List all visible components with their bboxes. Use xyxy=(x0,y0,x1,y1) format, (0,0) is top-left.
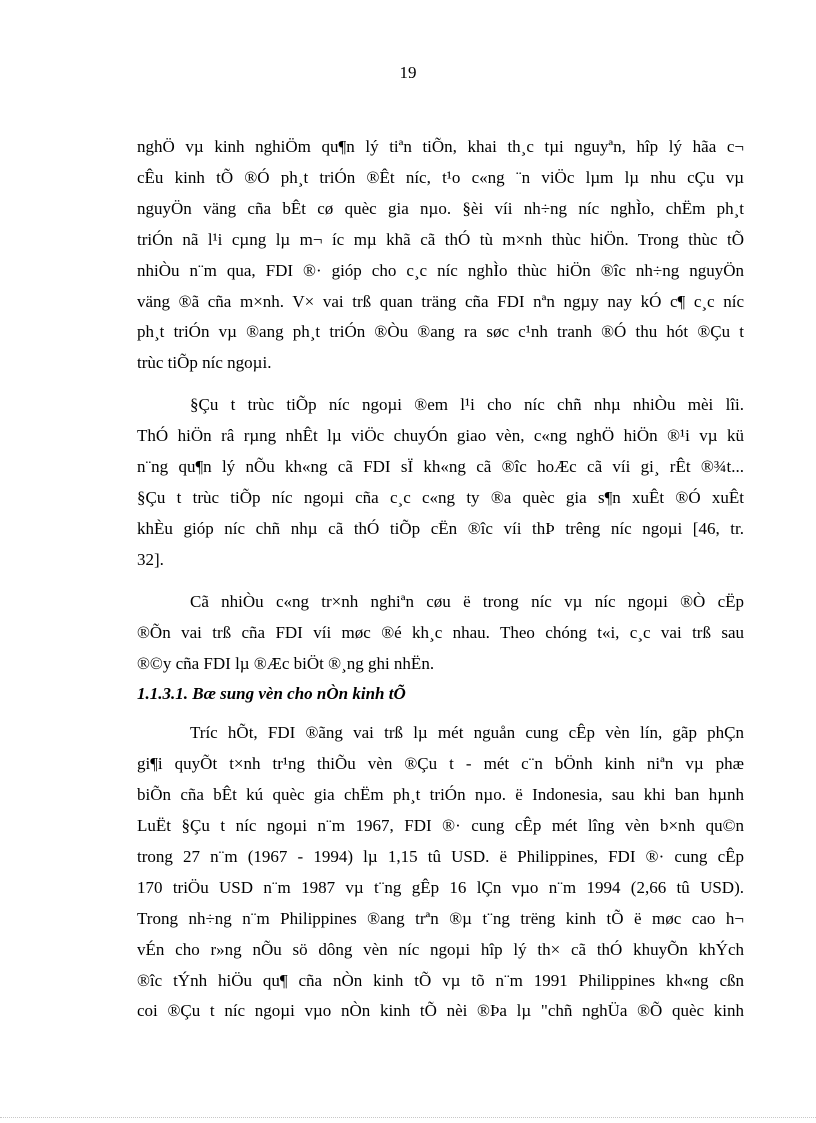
text-line: khÈu gióp níc chñ nhµ cã thÓ tiÕp cËn ®îc víi thÞ trêng níc ngoµi [46, tr. xyxy=(137,518,744,538)
page-bottom-border xyxy=(0,1117,816,1118)
paragraph-2 xyxy=(137,390,744,575)
text-line: ®©y cña FDI lµ ®Æc biÖt ®¸ng ghi nhËn. xyxy=(137,653,435,673)
text-line: nguyÖn väng cña bÊt cø quèc gia nµo. §èi víi nh÷ng níc nghÌo, chËm ph¸t xyxy=(137,198,744,218)
text-line: ThÓ hiÖn râ rµng nhÊt lµ viÖc chuyÓn giao vèn, c«ng nghÖ hiÖn ®¹i vµ kü xyxy=(137,426,744,446)
text-line: 32]. xyxy=(137,549,164,569)
page-number: 19 xyxy=(399,63,417,82)
text-line: LuËt §Çu t níc ngoµi n¨m 1967, FDI ®· cung cÊp mét lîng vèn b×nh qu©n xyxy=(137,816,744,836)
text-line: ®îc tÝnh hiÖu qu¶ cña nÒn kinh tÕ vµ tõ n¨m 1991 Philippines kh«ng cßn xyxy=(137,970,744,990)
text-line: nhiÒu n¨m qua, FDI ®· gióp cho c¸c níc nghÌo thùc hiÖn ®îc nh÷ng nguyÖn xyxy=(137,260,744,280)
text-line: väng ®ã cña m×nh. V× vai trß quan träng cña FDI nªn ngµy nay kÓ c¶ c¸c níc xyxy=(137,291,744,311)
text-line: ®Õn vai trß cña FDI víi møc ®é kh¸c nhau. Theo chóng t«i, c¸c vai trß sau xyxy=(137,622,744,642)
text-line: coi ®Çu t níc ngoµi vµo nÒn kinh tÕ nèi ®Þa lµ "chñ nghÜa ®Õ quèc kinh xyxy=(137,1001,744,1021)
paragraph-3 xyxy=(137,587,744,680)
text-line: trùc tiÕp níc ngoµi. xyxy=(137,353,272,373)
text-line: nghÖ vµ kinh nghiÖm qu¶n lý tiªn tiÕn, khai th¸c tµi nguyªn, hîp lý hãa c¬ xyxy=(137,137,744,156)
text-line: Cã nhiÒu c«ng tr×nh nghiªn cøu ë trong níc vµ níc ngoµi ®Ò cËp xyxy=(190,591,744,611)
text-line: Tríc hÕt, FDI ®ãng vai trß lµ mét nguån cung cÊp vèn lín, gãp phÇn xyxy=(190,723,744,743)
text-line: Trong nh÷ng n¨m Philippines ®ang trªn ®µ t¨ng trëng kinh tÕ ë møc cao h¬ xyxy=(137,908,744,928)
document-body xyxy=(137,132,744,1027)
section-heading: 1.1.3.1. Bæ sung vèn cho nÒn kinh tÕ xyxy=(137,684,406,704)
text-line: n¨ng qu¶n lý nÕu kh«ng cã FDI sÏ kh«ng cã ®îc hoÆc cã víi gi¸ rÊt ®¾t... xyxy=(137,457,744,477)
text-line: §Çu t trùc tiÕp níc ngoµi ®em l¹i cho níc chñ nhµ nhiÒu mèi lîi. xyxy=(190,395,744,415)
text-line: 170 triÖu USD n¨m 1987 vµ t¨ng gÊp 16 lÇn vµo n¨m 1994 (2,66 tû USD). xyxy=(137,877,744,897)
text-line: ph¸t triÓn vµ ®ang ph¸t triÓn ®Òu ®ang ra søc c¹nh tranh ®Ó thu hót ®Çu t xyxy=(137,322,744,342)
text-line: gi¶i quyÕt t×nh tr¹ng thiÕu vèn ®Çu t - mét c¨n bÖnh kinh niªn vµ phæ xyxy=(137,754,744,774)
text-line: vÉn cho r»ng nÕu sö dông vèn níc ngoµi hîp lý th× cã thÓ khuyÕn khÝch xyxy=(137,939,744,959)
text-line: triÓn nã l¹i cµng lµ m¬ íc mµ khã cã thÓ tù m×nh thùc hiÖn. Trong thùc tÕ xyxy=(137,229,744,249)
text-line: §Çu t trùc tiÕp níc ngoµi cña c¸c c«ng ty ®a quèc gia s¶n xuÊt ®Ó xuÊt xyxy=(137,487,744,507)
text-line: biÕn cña bÊt kú quèc gia chËm ph¸t triÓn nµo. ë Indonesia, sau khi ban hµnh xyxy=(137,785,744,805)
paragraph-1 xyxy=(137,132,744,379)
paragraph-4 xyxy=(137,718,744,1027)
text-line: cÊu kinh tÕ ®Ó ph¸t triÓn ®Êt níc, t¹o c«ng ¨n viÖc lµm lµ nhu cÇu vµ xyxy=(137,167,744,187)
text-line: trong 27 n¨m (1967 - 1994) lµ 1,15 tû USD. ë Philippines, FDI ®· cung cÊp xyxy=(137,846,744,866)
